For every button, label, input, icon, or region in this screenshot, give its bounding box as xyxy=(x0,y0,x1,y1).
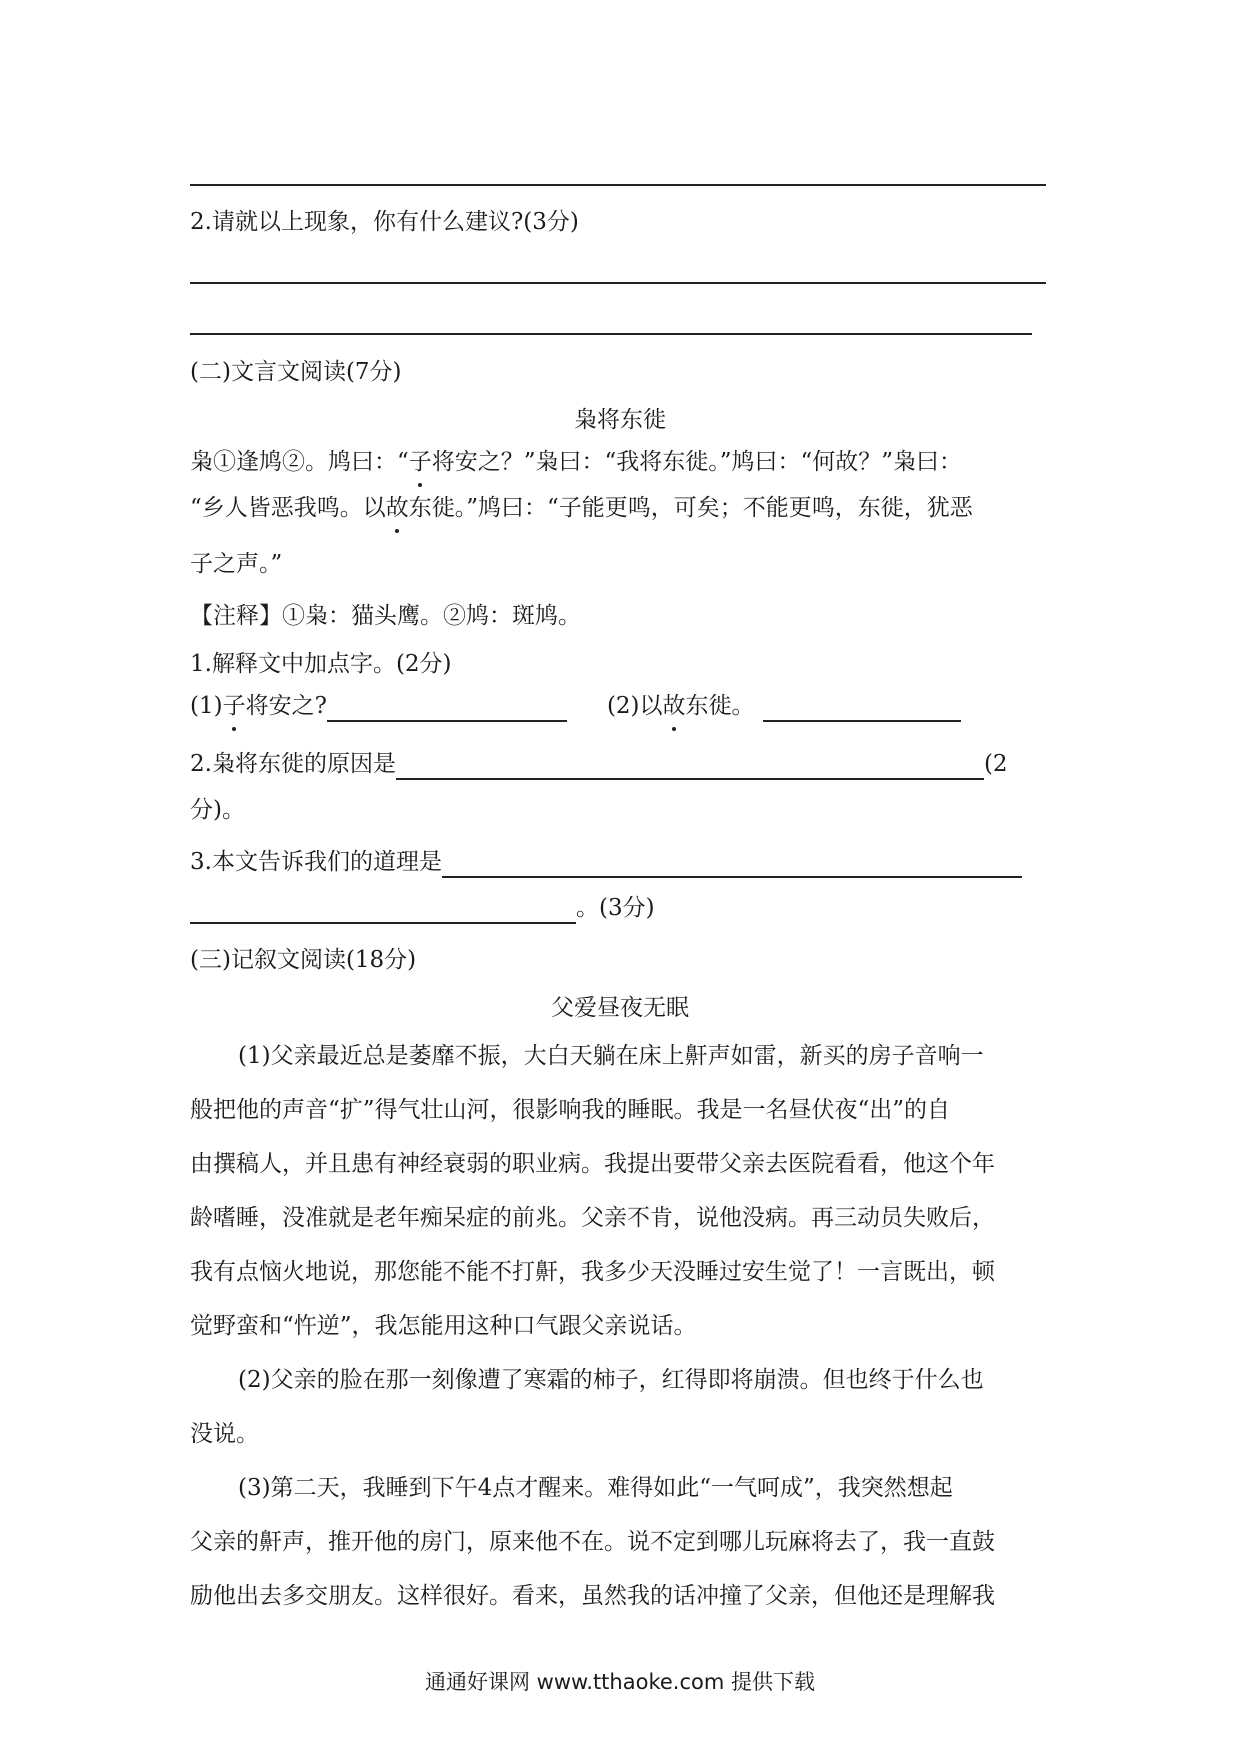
passage-line: 子之声。” xyxy=(190,551,283,577)
question-2: 2.枭将东徙的原因是 (2 xyxy=(190,748,1008,780)
passage-line: (1)父亲最近总是萎靡不振，大白天躺在床上鼾声如雷，新买的房子音响一 xyxy=(238,1043,984,1069)
question-2-cont: 分)。 xyxy=(190,797,245,823)
passage-line: “乡人皆恶我鸣。以故东徙。”鸠曰：“子能更鸣，可矣；不能更鸣，东徙，犹恶 xyxy=(190,492,973,524)
passage-line: 没说。 xyxy=(190,1421,259,1447)
question-1-items: (1)子将安之? (2)以故东徙。 xyxy=(190,690,961,722)
question-3: 3.本文告诉我们的道理是 xyxy=(190,846,1022,878)
passage-title: 枭将东徙 xyxy=(574,407,666,433)
question-1: 1.解释文中加点字。(2分) xyxy=(190,651,452,677)
passage-line: 枭①逢鸠②。鸠曰：“子将安之？”枭曰：“我将东徙。”鸠曰：“何故？”枭曰： xyxy=(190,446,962,478)
answer-line[interactable] xyxy=(190,282,1046,284)
answer-blank[interactable] xyxy=(190,896,576,924)
dotted-char: 子 xyxy=(223,690,246,722)
section-heading: (二)文言文阅读(7分) xyxy=(190,359,402,385)
page-footer: 通通好课网 www.tthaoke.com 提供下载 xyxy=(425,1670,815,1694)
answer-line[interactable] xyxy=(190,333,1032,335)
passage-line: 父亲的鼾声，推开他的房门，原来他不在。说不定到哪儿玩麻将去了，我一直鼓 xyxy=(190,1529,995,1555)
passage-line: 励他出去多交朋友。这样很好。看来，虽然我的话冲撞了父亲，但他还是理解我 xyxy=(190,1583,995,1609)
answer-line[interactable] xyxy=(190,184,1046,186)
passage-title: 父爱昼夜无眠 xyxy=(551,995,689,1021)
answer-blank[interactable] xyxy=(396,752,984,780)
passage-line: 般把他的声音“扩”得气壮山河，很影响我的睡眠。我是一名昼伏夜“出”的自 xyxy=(190,1097,951,1123)
passage-line: (3)第二天，我睡到下午4点才醒来。难得如此“一气呵成”，我突然想起 xyxy=(238,1475,953,1501)
passage-line: 我有点恼火地说，那您能不能不打鼾，我多少天没睡过安生觉了！一言既出，顿 xyxy=(190,1259,995,1285)
passage-line: 龄嗜睡，没准就是老年痴呆症的前兆。父亲不肯，说他没病。再三动员失败后， xyxy=(190,1205,995,1231)
annotation-note: 【注释】①枭：猫头鹰。②鸠：斑鸠。 xyxy=(190,603,581,629)
question-suggestion: 2.请就以上现象，你有什么建议?(3分) xyxy=(190,209,579,235)
answer-blank[interactable] xyxy=(327,694,567,722)
dotted-char: 子 xyxy=(409,446,432,478)
passage-line: (2)父亲的脸在那一刻像遭了寒霜的柿子，红得即将崩溃。但也终于什么也 xyxy=(238,1367,984,1393)
section-heading: (三)记叙文阅读(18分) xyxy=(190,947,417,973)
answer-blank[interactable] xyxy=(442,850,1022,878)
dotted-char: 故 xyxy=(386,492,409,524)
dotted-char: 故 xyxy=(663,690,686,722)
answer-blank[interactable] xyxy=(763,694,961,722)
passage-line: 由撰稿人，并且患有神经衰弱的职业病。我提出要带父亲去医院看看，他这个年 xyxy=(190,1151,995,1177)
passage-line: 觉野蛮和“忤逆”，我怎能用这种口气跟父亲说话。 xyxy=(190,1313,697,1339)
question-3-cont: 。(3分) xyxy=(190,892,655,924)
